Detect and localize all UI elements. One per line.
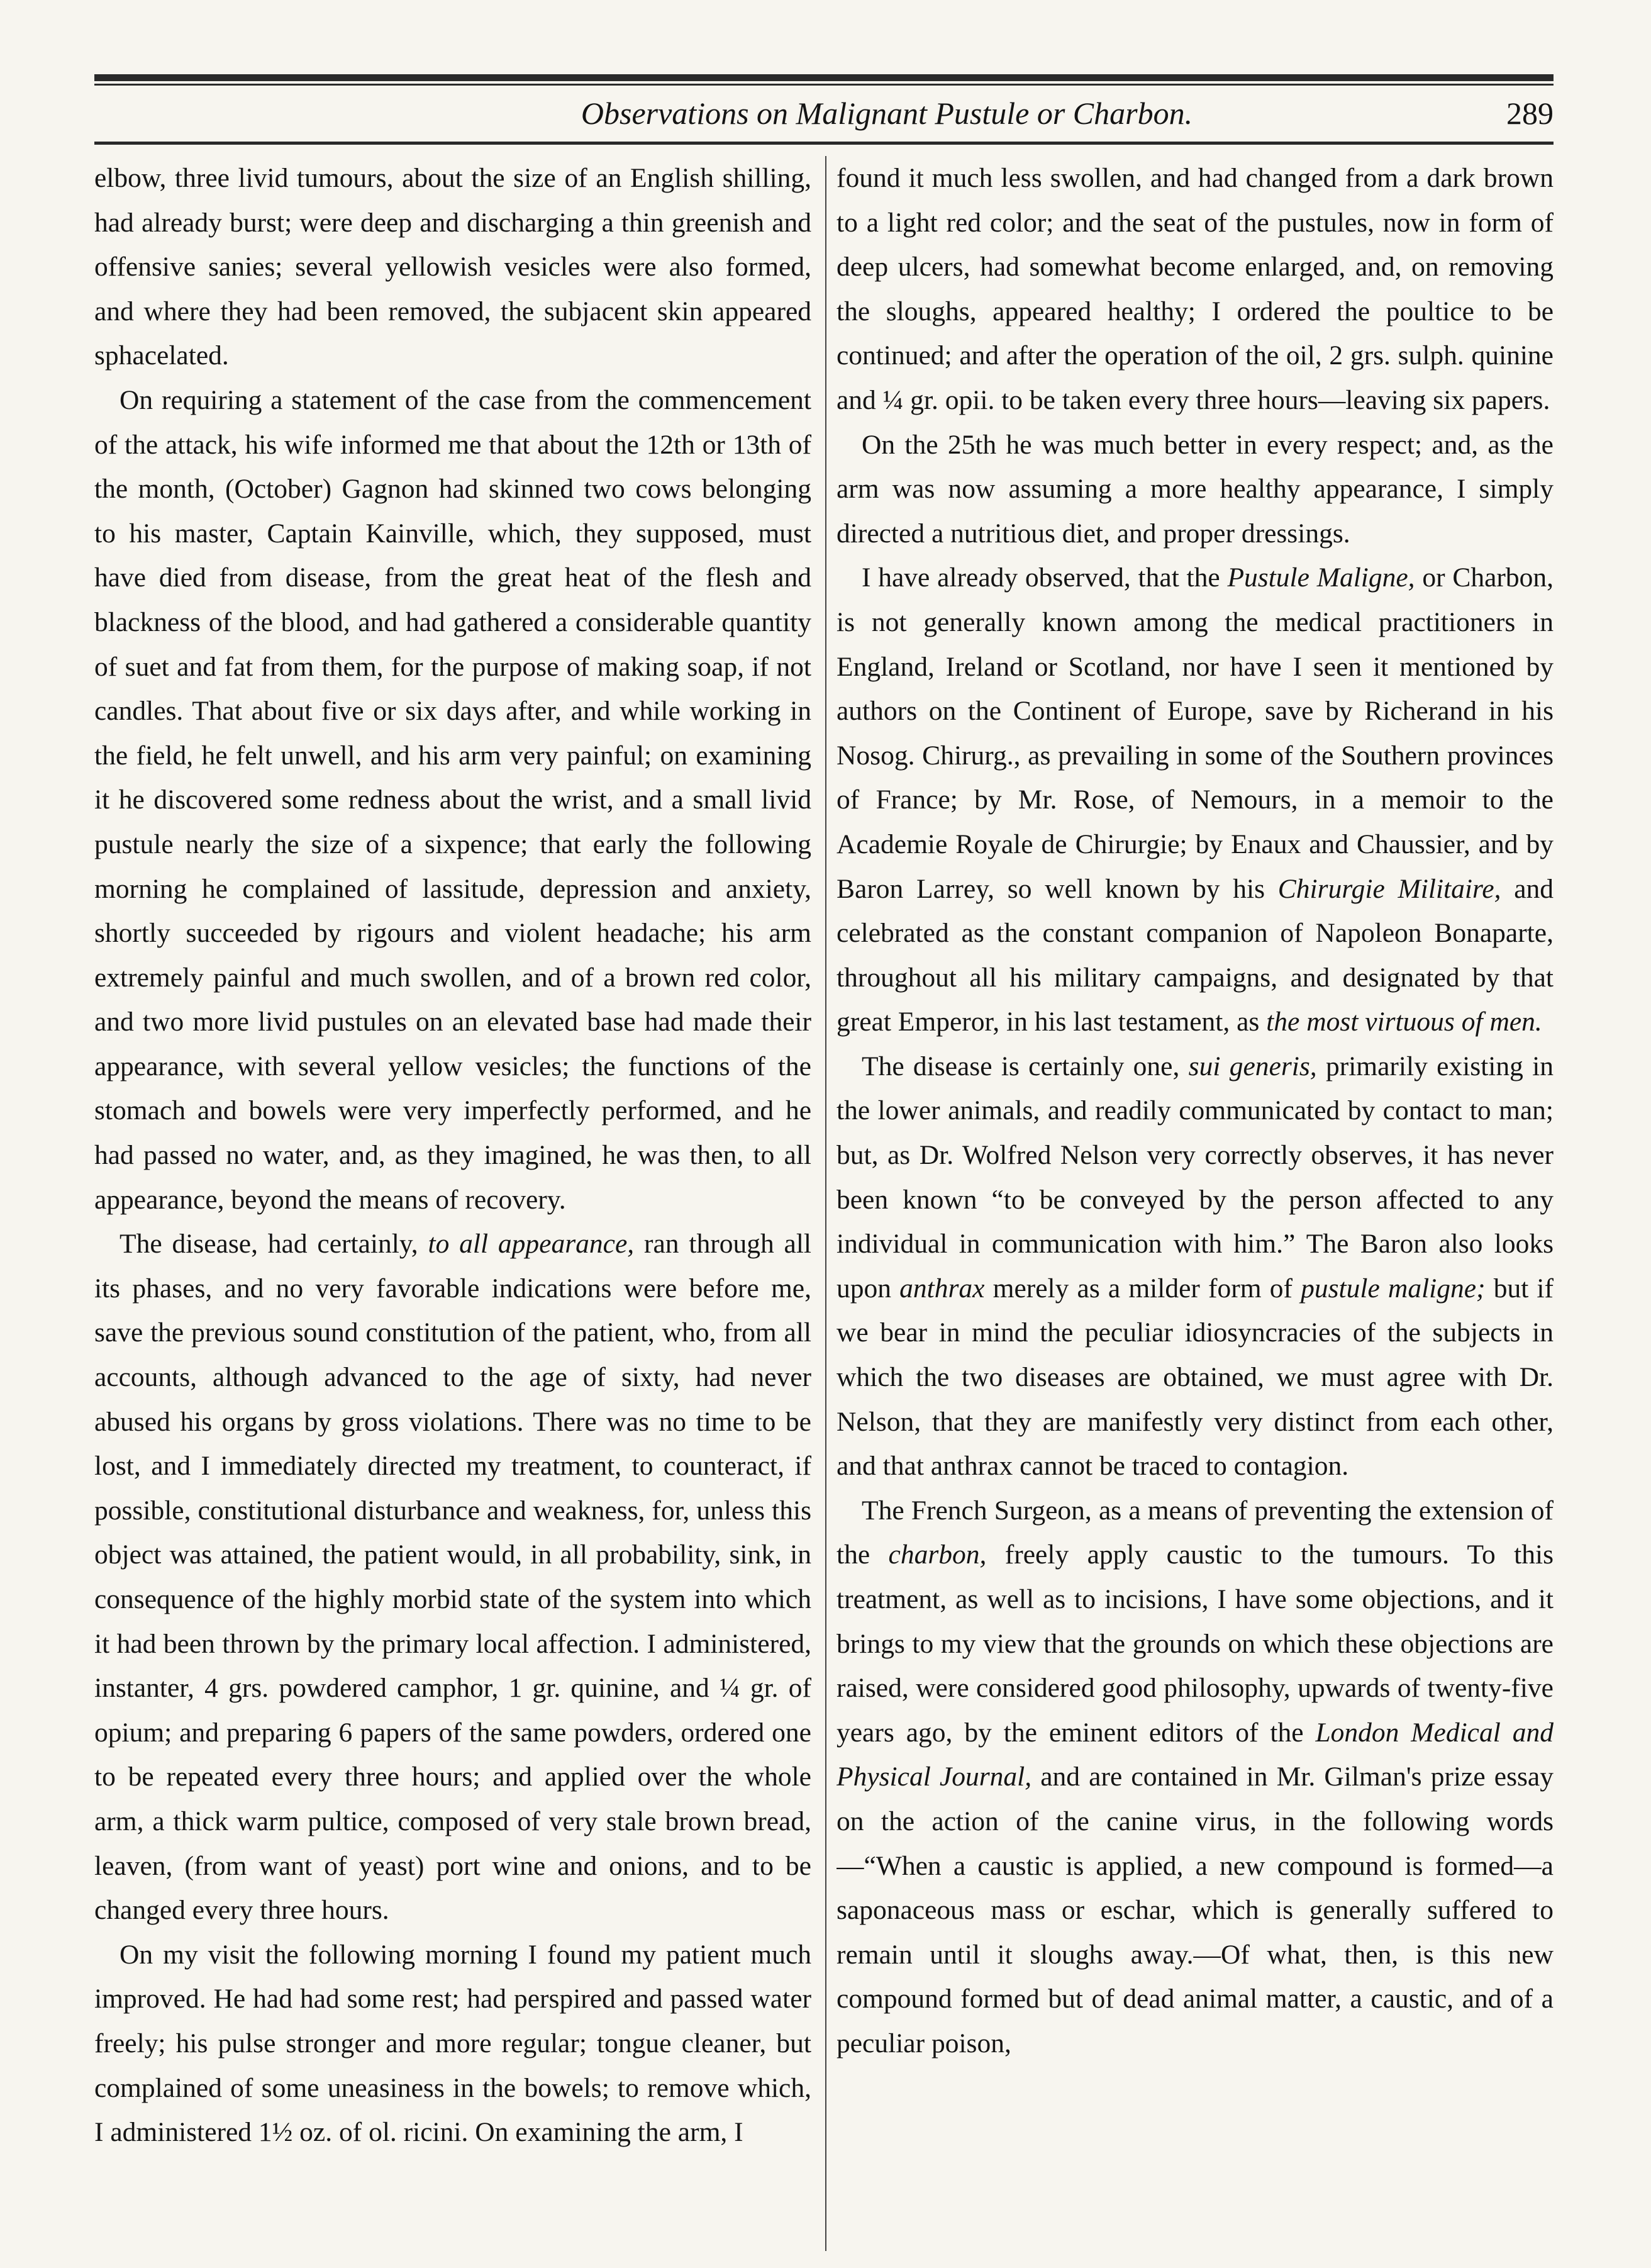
paragraph — [837, 1044, 1554, 1489]
paragraph — [837, 556, 1554, 1044]
paragraph: found it much less swollen, and had changed from a dark brown to a light red color; and the seat of the pustules, now in form of deep ulcers, had somewhat become enlarged, and, on removing the sloughs, appeared healthy; I ordered the poultice to be continued; and after the operation of the oil, 2 grs. sulph. quinine and ¼ gr. opii. to be taken every three hours—leaving six papers. — [837, 163, 1554, 415]
paragraph — [837, 1489, 1554, 2066]
paragraph — [94, 1222, 811, 1933]
paragraph: On my visit the following morning I found my patient much improved. He had had some rest; had perspired and passed water freely; his pulse stronger and more regular; tongue cleaner, but complained of some uneasiness in the bowels; to remove which, I administered 1½ oz. of ol. ricini. On examining the arm, I — [94, 1939, 811, 2148]
paragraph: elbow, three livid tumours, about the size of an English shilling, had already burst; were deep and discharging a thin greenish and offensive sanies; several yellowish vesicles were also formed, and where they had been removed, the subjacent skin appeared sphacelated. — [94, 163, 811, 371]
left-column — [94, 156, 811, 2257]
text-run: or Charbon, is not generally known among the medical practitioners in England, Ireland or Scotland, nor have I seen it mentioned by authors on the Continent of Europe, save by Richerand in his Nosog. Chirurg., as prevailing in some of the Southern provinces of France; by Mr. Rose, of Nemours, in a memoir to the Academie Royale de Chirurgie; by Enaux and Chaussier, and by Baron Larrey, so well known by his — [837, 562, 1554, 904]
italic-text: sui generis, — [1188, 1051, 1317, 1081]
text-run: but if we bear in mind the peculiar idiosyncracies of the subjects in which the two diseases are obtained, we must agree with Dr. Nelson, that they are manifestly very distinct from each other, and that anthrax cannot be traced to contagion. — [837, 1273, 1554, 1482]
italic-text: pustule maligne; — [1301, 1273, 1486, 1304]
paragraph: On the 25th he was much better in every respect; and, as the arm was now assuming a more healthy appearance, I simply directed a nutritious diet, and proper dressings. — [837, 429, 1554, 549]
text-run: freely apply caustic to the tumours. To this treatment, as well as to incisions, I have some objections, and it brings to my view that the grounds on which these objections are raised, were considered good philosophy, upwards of twenty-five years ago, by the eminent editors of the — [837, 1539, 1554, 1748]
right-column — [837, 156, 1554, 2257]
italic-text: anthrax — [899, 1273, 985, 1304]
text-run: I have already observed, that the — [862, 562, 1220, 593]
text-run: The disease, had certainly, — [120, 1229, 418, 1260]
page-number: 289 — [1506, 96, 1554, 131]
running-title: Observations on Malignant Pustule or Charbon. — [581, 96, 1193, 131]
text-run: and celebrated as the constant companion of Napoleon Bonaparte, throughout all his military campaigns, and designated by that great Emperor, in his last testament, as — [837, 873, 1554, 1037]
paragraph: On requiring a statement of the case from the commencement of the attack, his wife informed me that about the 12th or 13th of the month, (October) Gagnon had skinned two cows belonging to his master, Captain Kainville, which, they supposed, must have died from disease, from the great heat of the flesh and blackness of the blood, and had gathered a considerable quantity of suet and fat from them, for the purpose of making soap, if not candles. That about five or six days after, and while working in the field, he felt unwell, and his arm very painful; on examining it he discovered some redness about the wrist, and a small livid pustule nearly the size of a sixpence; that early the following morning he complained of lassitude, depression and anxiety, shortly succeeded by rigours and violent headache; his arm extremely painful and much swollen, and of a brown red color, and two more livid pustules on an elevated base had made their appearance, with several yellow vesicles; the functions of the stomach and bowels were very imperfectly performed, and he had passed no water, and, as they imagined, he was then, to all appearance, beyond the means of recovery. — [94, 384, 811, 1215]
column-divider — [825, 156, 826, 2251]
top-thin-rule — [94, 84, 1554, 86]
text-run: merely as a milder form of — [992, 1273, 1292, 1304]
text-run: ran through all its phases, and no very favorable indications were before me, save the previous sound constitution of the patient, who, from all accounts, although advanced to the age of sixty, had never abused his organs by gross violations. There was no time to be lost, and I immediately directed my treatment, to counteract, if possible, constitutional disturbance and weakness, for, unless this object was attained, the patient would, in all probability, sink, in consequence of the highly morbid state of the system into which it had been thrown by the primary local affection. I administered, instanter, 4 grs. powdered camphor, 1 gr. quinine, and ¼ gr. of opium; and preparing 6 papers of the same powders, ordered one to be repeated every three hours; and applied over the whole arm, a thick warm pultice, composed of very stale brown bread, leaven, (from want of yeast) port wine and onions, and to be changed every three hours. — [94, 1229, 811, 1926]
text-run: and are contained in Mr. Gilman's prize essay on the action of the canine virus, in the following words—“When a caustic is applied, a new compound is formed—a saponaceous mass or eschar, which is generally suffered to remain until it sloughs away.—Of what, then, is this new compound formed but of dead animal matter, a caustic, and of a peculiar poison, — [837, 1762, 1554, 2059]
text-run: The French Surgeon, as a means of preventing the extension of the — [837, 1495, 1554, 1570]
italic-text: the most virtuous of men. — [1266, 1007, 1542, 1037]
italic-text: Chirurgie Militaire, — [1277, 873, 1501, 904]
top-double-rule — [94, 74, 1554, 81]
italic-text: London Medical and Physical Journal, — [837, 1717, 1554, 1792]
italic-text: to all appearance, — [428, 1229, 635, 1260]
text-run: primarily existing in the lower animals, and readily communicated by contact to man; but, as Dr. Wolfred Nelson very correctly observes, it has never been known “to be conveyed by the person affected to any individual in communication with him.” The Baron also looks upon — [837, 1051, 1554, 1304]
header-rule — [94, 142, 1554, 145]
italic-text: Pustule Maligne, — [1227, 562, 1415, 593]
italic-text: charbon, — [888, 1539, 987, 1570]
text-run: The disease is certainly one, — [862, 1051, 1180, 1081]
